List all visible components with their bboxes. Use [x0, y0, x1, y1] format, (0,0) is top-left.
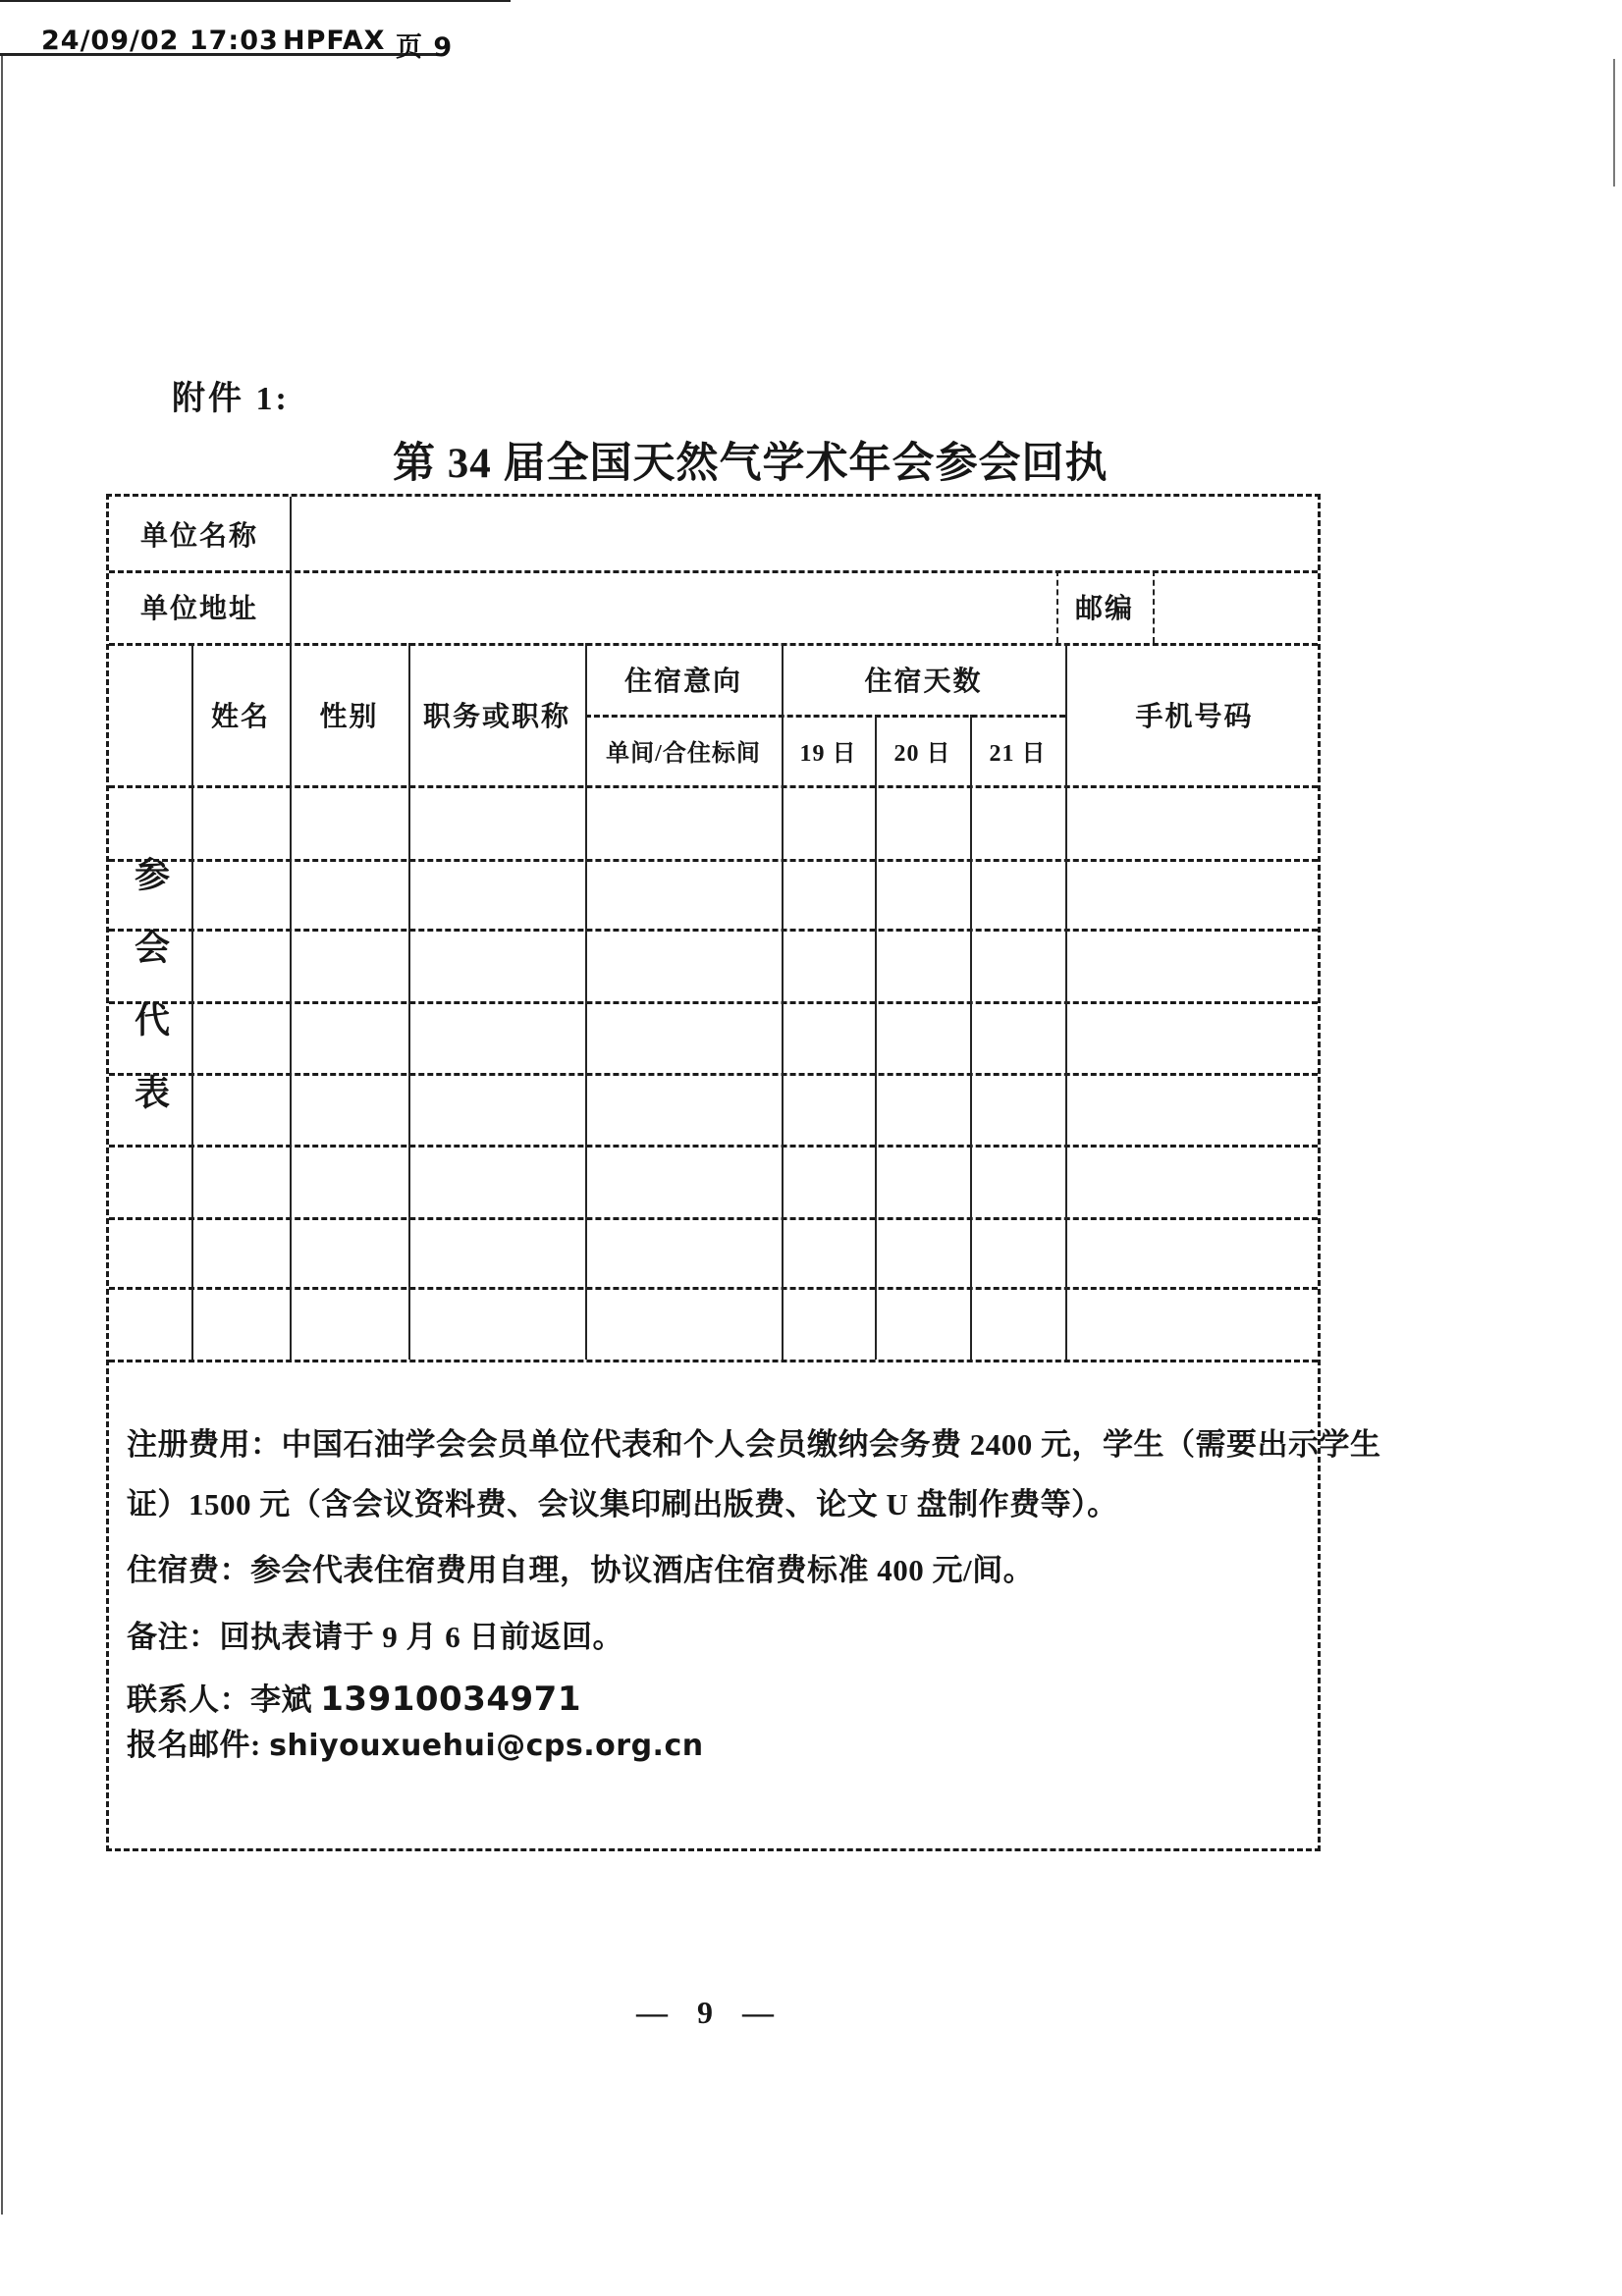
document-title: 第 34 届全国天然气学术年会参会回执: [393, 441, 1108, 487]
grid-line: [1153, 570, 1155, 643]
note-remark-label: 备注：: [127, 1620, 220, 1654]
note-registration-fee-text1: 中国石油学会会员单位代表和个人会员缴纳会务费 2400 元，学生（需要出示学生: [281, 1427, 1381, 1462]
column-header-room-type: 单间/合住标间: [606, 740, 761, 767]
note-accommodation-text: 参会代表住宿费用自理，协议酒店住宿费标准 400 元/间。: [250, 1553, 1035, 1587]
unit-address-label: 单位地址: [139, 594, 258, 624]
contact-phone: 13910034971: [320, 1680, 581, 1719]
grid-line: [290, 497, 292, 1360]
column-header-stay-days: 住宿天数: [864, 666, 983, 697]
column-header-mobile: 手机号码: [1135, 701, 1254, 732]
column-header-position: 职务或职称: [422, 701, 570, 732]
note-remark-text: 回执表请于 9 月 6 日前返回。: [219, 1620, 623, 1654]
unit-name-label: 单位名称: [139, 520, 258, 552]
note-registration-fee-line1: [127, 1419, 1381, 1464]
scan-artifact-top-edge: [0, 0, 511, 2]
note-remark: [127, 1612, 1310, 1656]
note-accommodation-fee: [127, 1545, 1310, 1589]
column-header-day20: 20 日: [893, 740, 951, 767]
delegates-label: 参会代表: [130, 856, 170, 1147]
column-header-gender: 性别: [319, 701, 379, 732]
note-accommodation-label: 住宿费：: [127, 1553, 250, 1587]
attachment-label: 附件 1:: [172, 381, 290, 417]
fax-datetime: 24/09/02 17:03: [41, 26, 279, 56]
scan-artifact-left-edge: [1, 55, 3, 2215]
email-address: shiyouxuehui@cps.org.cn: [269, 1729, 704, 1763]
contact-label: 联系人：: [127, 1682, 250, 1717]
registration-form-table: [106, 494, 1381, 1851]
note-registration-fee-line2: [127, 1479, 1310, 1523]
note-registration-fee-label: 注册费用：: [127, 1427, 282, 1462]
email-line: [127, 1720, 1310, 1764]
grid-line: [970, 715, 972, 1360]
fax-device-name: HPFAX: [283, 26, 386, 56]
column-header-day19: 19 日: [799, 740, 857, 767]
grid-line: [109, 1360, 1318, 1362]
grid-line: [875, 715, 877, 1360]
contact-line: [127, 1675, 1310, 1719]
column-header-name: 姓名: [210, 701, 270, 732]
column-header-day21: 21 日: [989, 740, 1047, 767]
contact-name: 李斌: [250, 1682, 312, 1717]
column-header-stay-intent: 住宿意向: [623, 666, 742, 697]
page-number: — 9 —: [636, 1995, 776, 2030]
scan-artifact-right-tick: [1613, 59, 1615, 187]
email-label: 报名邮件:: [127, 1728, 261, 1762]
fax-page-label: 页 9: [396, 32, 454, 63]
postcode-label: 邮编: [1074, 594, 1134, 624]
note-registration-fee-text2: 证）1500 元（含会议资料费、会议集印刷出版费、论文 U 盘制作费等）。: [127, 1487, 1118, 1522]
